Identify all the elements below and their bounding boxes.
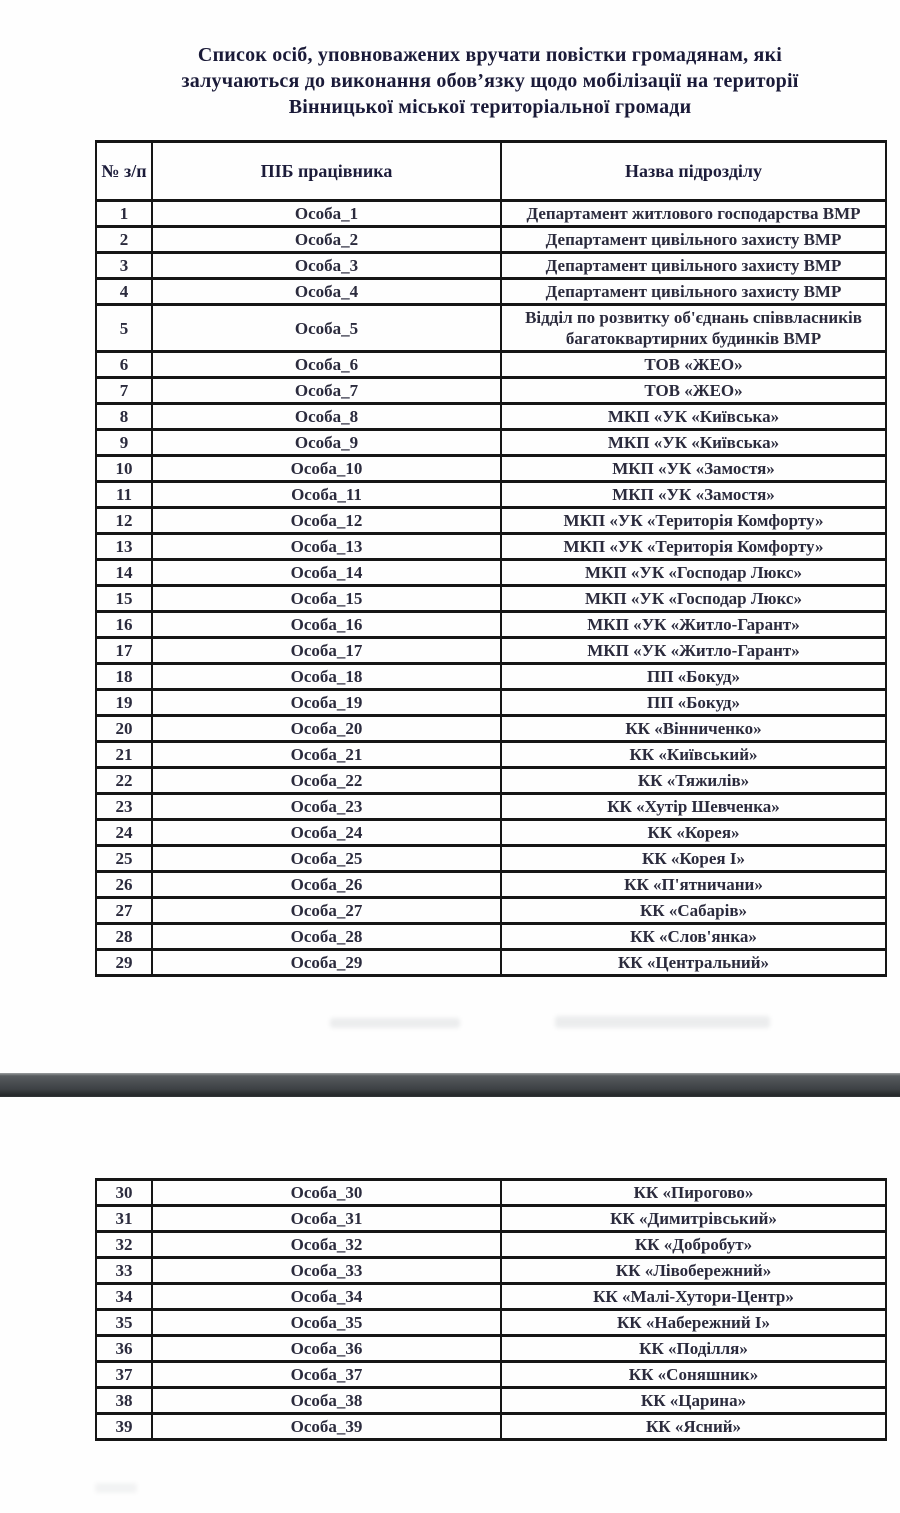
table-row <box>96 352 886 378</box>
cell-num: 2 <box>96 227 152 253</box>
cell-unit: КК «Царина» <box>501 1388 886 1414</box>
document-title <box>150 42 830 120</box>
cell-unit: ТОВ «ЖЕО» <box>501 352 886 378</box>
cell-unit: МКП «УК «Замостя» <box>501 456 886 482</box>
table-row <box>96 560 886 586</box>
table-body-page2 <box>96 1180 886 1440</box>
cell-unit: МКП «УК «Територія Комфорту» <box>501 508 886 534</box>
cell-unit: Департамент житлового господарства ВМР <box>501 201 886 227</box>
cell-name: Особа_39 <box>152 1414 501 1440</box>
cell-unit: КК «Пирогово» <box>501 1180 886 1206</box>
cell-num: 18 <box>96 664 152 690</box>
cell-unit: МКП «УК «Житло-Гарант» <box>501 638 886 664</box>
cell-num: 35 <box>96 1310 152 1336</box>
cell-num: 36 <box>96 1336 152 1362</box>
cell-unit: МКП «УК «Господар Люкс» <box>501 586 886 612</box>
table-row <box>96 612 886 638</box>
cell-unit: КК «Сабарів» <box>501 898 886 924</box>
title-line-3: Вінницької міської територіальної громади <box>288 96 692 118</box>
cell-name: Особа_14 <box>152 560 501 586</box>
cell-name: Особа_20 <box>152 716 501 742</box>
cell-unit: КК «Хутір Шевченка» <box>501 794 886 820</box>
cell-unit: КК «Димитрівський» <box>501 1206 886 1232</box>
table-body-page1 <box>96 201 886 976</box>
table-row <box>96 846 886 872</box>
table-row <box>96 1336 886 1362</box>
cell-num: 10 <box>96 456 152 482</box>
cell-num: 26 <box>96 872 152 898</box>
table-row <box>96 1206 886 1232</box>
cell-name: Особа_10 <box>152 456 501 482</box>
cell-unit: КК «Лівобережний» <box>501 1258 886 1284</box>
cell-num: 12 <box>96 508 152 534</box>
cell-name: Особа_32 <box>152 1232 501 1258</box>
cell-num: 34 <box>96 1284 152 1310</box>
cell-unit: КК «Малі-Хутори-Центр» <box>501 1284 886 1310</box>
table-row <box>96 664 886 690</box>
table-header <box>96 142 886 201</box>
cell-name: Особа_3 <box>152 253 501 279</box>
cell-num: 9 <box>96 430 152 456</box>
table-row <box>96 1388 886 1414</box>
cell-unit: КК «Слов'янка» <box>501 924 886 950</box>
title-line-1: Список осіб, уповноважених вручати повістки громадянам, які <box>197 44 783 66</box>
table-row <box>96 950 886 976</box>
cell-name: Особа_37 <box>152 1362 501 1388</box>
cell-num: 19 <box>96 690 152 716</box>
cell-num: 23 <box>96 794 152 820</box>
table-row <box>96 586 886 612</box>
cell-num: 3 <box>96 253 152 279</box>
cell-num: 30 <box>96 1180 152 1206</box>
cell-name: Особа_1 <box>152 201 501 227</box>
title-line-2: залучаються до виконання обов’язку щодо мобілізації на території <box>181 70 799 92</box>
cell-num: 38 <box>96 1388 152 1414</box>
cell-name: Особа_29 <box>152 950 501 976</box>
table-row <box>96 768 886 794</box>
cell-num: 21 <box>96 742 152 768</box>
cell-name: Особа_11 <box>152 482 501 508</box>
cell-num: 29 <box>96 950 152 976</box>
cell-name: Особа_9 <box>152 430 501 456</box>
cell-num: 16 <box>96 612 152 638</box>
cell-name: Особа_22 <box>152 768 501 794</box>
cell-unit: МКП «УК «Господар Люкс» <box>501 560 886 586</box>
cell-unit: Департамент цивільного захисту ВМР <box>501 279 886 305</box>
cell-name: Особа_16 <box>152 612 501 638</box>
table-row <box>96 872 886 898</box>
page-break-bar <box>0 1073 900 1097</box>
table-row <box>96 690 886 716</box>
cell-unit: КК «Київський» <box>501 742 886 768</box>
cell-unit: КК «Соняшник» <box>501 1362 886 1388</box>
cell-name: Особа_33 <box>152 1258 501 1284</box>
cell-unit: МКП «УК «Територія Комфорту» <box>501 534 886 560</box>
cell-name: Особа_30 <box>152 1180 501 1206</box>
cell-name: Особа_38 <box>152 1388 501 1414</box>
cell-name: Особа_5 <box>152 305 501 352</box>
cell-name: Особа_25 <box>152 846 501 872</box>
table-row <box>96 1180 886 1206</box>
table-row <box>96 227 886 253</box>
cell-unit: КК «Добробут» <box>501 1232 886 1258</box>
cell-unit: Департамент цивільного захисту ВМР <box>501 227 886 253</box>
cell-num: 27 <box>96 898 152 924</box>
table-row <box>96 404 886 430</box>
cell-unit: МКП «УК «Київська» <box>501 430 886 456</box>
cell-unit: Відділ по розвитку об'єднань співвласників багатоквартирних будинків ВМР <box>501 305 886 352</box>
table-row <box>96 456 886 482</box>
scan-artifact-smudge <box>95 1483 137 1493</box>
cell-name: Особа_7 <box>152 378 501 404</box>
cell-num: 24 <box>96 820 152 846</box>
table-row <box>96 794 886 820</box>
table-row <box>96 201 886 227</box>
cell-num: 7 <box>96 378 152 404</box>
table-row <box>96 898 886 924</box>
cell-num: 32 <box>96 1232 152 1258</box>
table-row <box>96 279 886 305</box>
cell-num: 37 <box>96 1362 152 1388</box>
scan-artifact-smudge <box>330 1018 460 1028</box>
cell-num: 39 <box>96 1414 152 1440</box>
cell-num: 13 <box>96 534 152 560</box>
cell-unit: КК «Тяжилів» <box>501 768 886 794</box>
cell-name: Особа_15 <box>152 586 501 612</box>
cell-name: Особа_12 <box>152 508 501 534</box>
table-row <box>96 924 886 950</box>
officials-table-page2 <box>95 1178 887 1441</box>
cell-name: Особа_24 <box>152 820 501 846</box>
cell-name: Особа_17 <box>152 638 501 664</box>
table-row <box>96 1414 886 1440</box>
cell-num: 1 <box>96 201 152 227</box>
table-row <box>96 742 886 768</box>
cell-name: Особа_31 <box>152 1206 501 1232</box>
table-row <box>96 1310 886 1336</box>
cell-name: Особа_6 <box>152 352 501 378</box>
cell-num: 17 <box>96 638 152 664</box>
table-row <box>96 430 886 456</box>
cell-num: 6 <box>96 352 152 378</box>
cell-num: 15 <box>96 586 152 612</box>
cell-num: 25 <box>96 846 152 872</box>
table-row <box>96 482 886 508</box>
header-row <box>96 142 886 201</box>
cell-name: Особа_2 <box>152 227 501 253</box>
cell-unit: КК «Вінниченко» <box>501 716 886 742</box>
cell-num: 22 <box>96 768 152 794</box>
cell-num: 33 <box>96 1258 152 1284</box>
cell-num: 14 <box>96 560 152 586</box>
table-row <box>96 253 886 279</box>
cell-name: Особа_4 <box>152 279 501 305</box>
cell-name: Особа_8 <box>152 404 501 430</box>
cell-unit: КК «Ясний» <box>501 1414 886 1440</box>
cell-name: Особа_35 <box>152 1310 501 1336</box>
table-row <box>96 638 886 664</box>
cell-num: 20 <box>96 716 152 742</box>
officials-table-page1 <box>95 140 887 977</box>
cell-unit: Департамент цивільного захисту ВМР <box>501 253 886 279</box>
cell-name: Особа_36 <box>152 1336 501 1362</box>
cell-unit: КК «Корея І» <box>501 846 886 872</box>
cell-name: Особа_23 <box>152 794 501 820</box>
table-row <box>96 534 886 560</box>
cell-unit: ТОВ «ЖЕО» <box>501 378 886 404</box>
cell-num: 8 <box>96 404 152 430</box>
cell-unit: КК «Корея» <box>501 820 886 846</box>
cell-num: 11 <box>96 482 152 508</box>
column-header-unit: Назва підрозділу <box>501 142 886 201</box>
column-header-name: ПІБ працівника <box>152 142 501 201</box>
cell-unit: КК «П'ятничани» <box>501 872 886 898</box>
cell-unit: КК «Центральний» <box>501 950 886 976</box>
cell-unit: ПП «Бокуд» <box>501 664 886 690</box>
cell-name: Особа_21 <box>152 742 501 768</box>
table-row <box>96 305 886 352</box>
table-row <box>96 378 886 404</box>
scan-artifact-smudge <box>555 1016 770 1028</box>
cell-unit: КК «Поділля» <box>501 1336 886 1362</box>
cell-num: 4 <box>96 279 152 305</box>
cell-name: Особа_19 <box>152 690 501 716</box>
table-row <box>96 1284 886 1310</box>
cell-name: Особа_18 <box>152 664 501 690</box>
cell-name: Особа_26 <box>152 872 501 898</box>
cell-name: Особа_34 <box>152 1284 501 1310</box>
cell-name: Особа_27 <box>152 898 501 924</box>
table-row <box>96 820 886 846</box>
cell-name: Особа_13 <box>152 534 501 560</box>
cell-unit: КК «Набережний І» <box>501 1310 886 1336</box>
cell-num: 5 <box>96 305 152 352</box>
table-row <box>96 1362 886 1388</box>
cell-num: 28 <box>96 924 152 950</box>
cell-unit: МКП «УК «Житло-Гарант» <box>501 612 886 638</box>
cell-unit: МКП «УК «Замостя» <box>501 482 886 508</box>
cell-unit: МКП «УК «Київська» <box>501 404 886 430</box>
cell-num: 31 <box>96 1206 152 1232</box>
cell-unit: ПП «Бокуд» <box>501 690 886 716</box>
table-row <box>96 1258 886 1284</box>
table-row <box>96 716 886 742</box>
cell-name: Особа_28 <box>152 924 501 950</box>
column-header-num: № з/п <box>96 142 152 201</box>
table-row <box>96 1232 886 1258</box>
table-row <box>96 508 886 534</box>
